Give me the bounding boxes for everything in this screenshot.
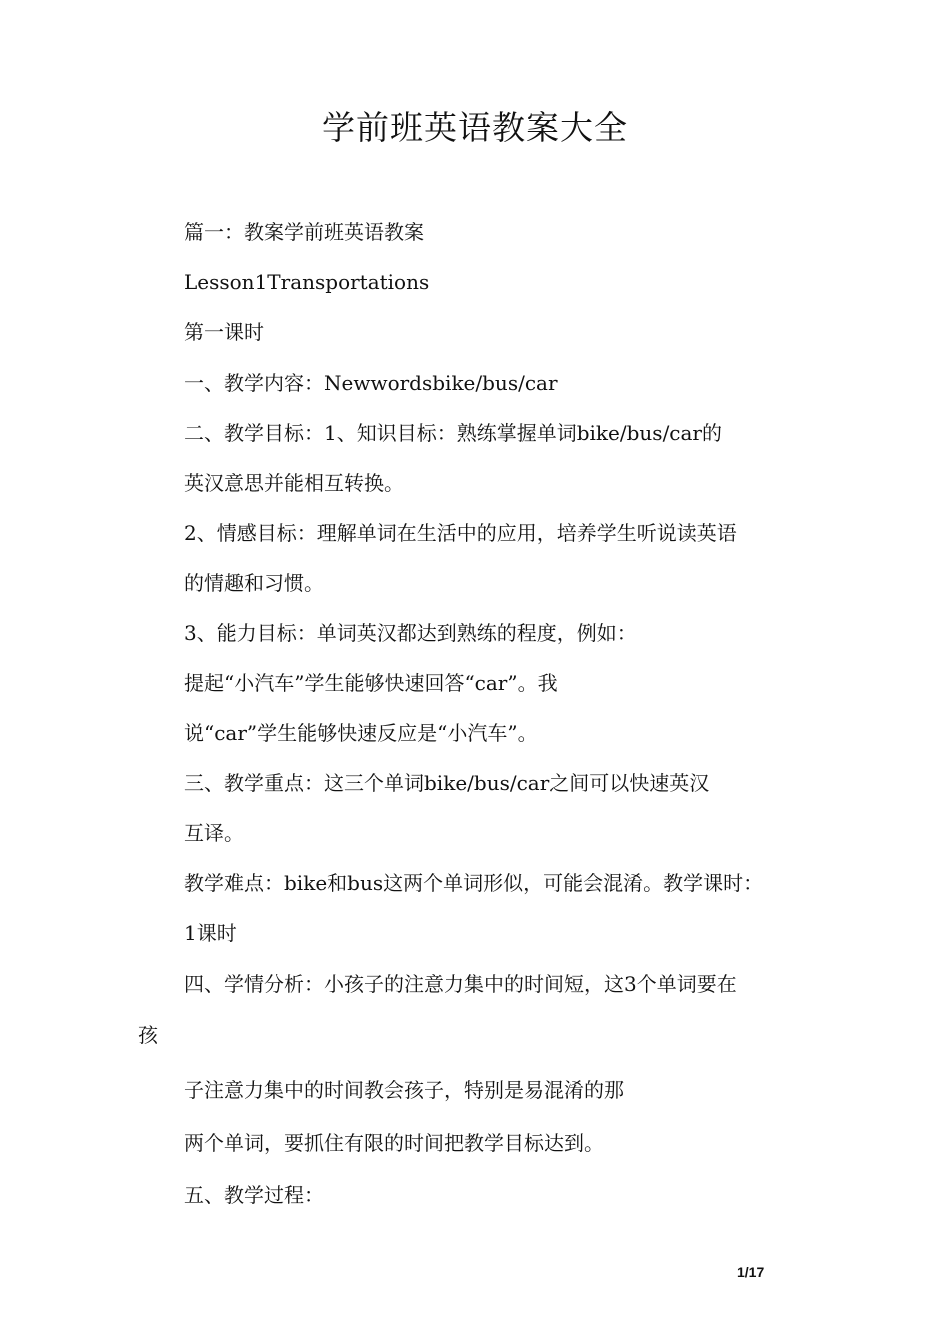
text-line-18: 子注意力集中的时间教会孩子，特别是易混淆的那	[184, 1078, 624, 1102]
text-line-12: 三、教学重点：这三个单词bike/bus/car之间可以快速英汉	[184, 771, 710, 795]
text-line-8: 的情趣和习惯。	[184, 571, 324, 595]
text-line-7: 2、情感目标：理解单词在生活中的应用，培养学生听说读英语	[184, 521, 737, 545]
text-line-6: 英汉意思并能相互转换。	[184, 471, 404, 495]
text-line-15: 1课时	[184, 921, 237, 945]
text-line-3: 第一课时	[184, 320, 264, 344]
text-line-14: 教学难点：bike和bus这两个单词形似，可能会混淆。教学课时：	[184, 871, 764, 895]
text-line-2: Lesson1Transportations	[184, 270, 430, 294]
document-title: 学前班英语教案大全	[322, 108, 628, 147]
text-line-20: 五、教学过程：	[184, 1183, 324, 1207]
text-line-19: 两个单词，要抓住有限的时间把教学目标达到。	[184, 1131, 604, 1155]
text-line-10: 提起“小汽车”学生能够快速回答“car”。我	[184, 671, 558, 695]
text-line-16: 四、学情分析：小孩子的注意力集中的时间短，这3个单词要在	[184, 972, 737, 996]
text-line-13: 互译。	[184, 821, 244, 845]
text-line-4: 一、教学内容：Newwordsbike/bus/car	[184, 371, 558, 395]
text-line-5: 二、教学目标：1、知识目标：熟练掌握单词bike/bus/car的	[184, 421, 722, 445]
text-line-9: 3、能力目标：单词英汉都达到熟练的程度，例如：	[184, 621, 637, 645]
text-line-11: 说“car”学生能够快速反应是“小汽车”。	[184, 721, 538, 745]
page-number: 1/17	[737, 1264, 765, 1280]
text-line-1: 篇一：教案学前班英语教案	[184, 220, 424, 244]
text-line-17: 孩	[138, 1023, 158, 1047]
